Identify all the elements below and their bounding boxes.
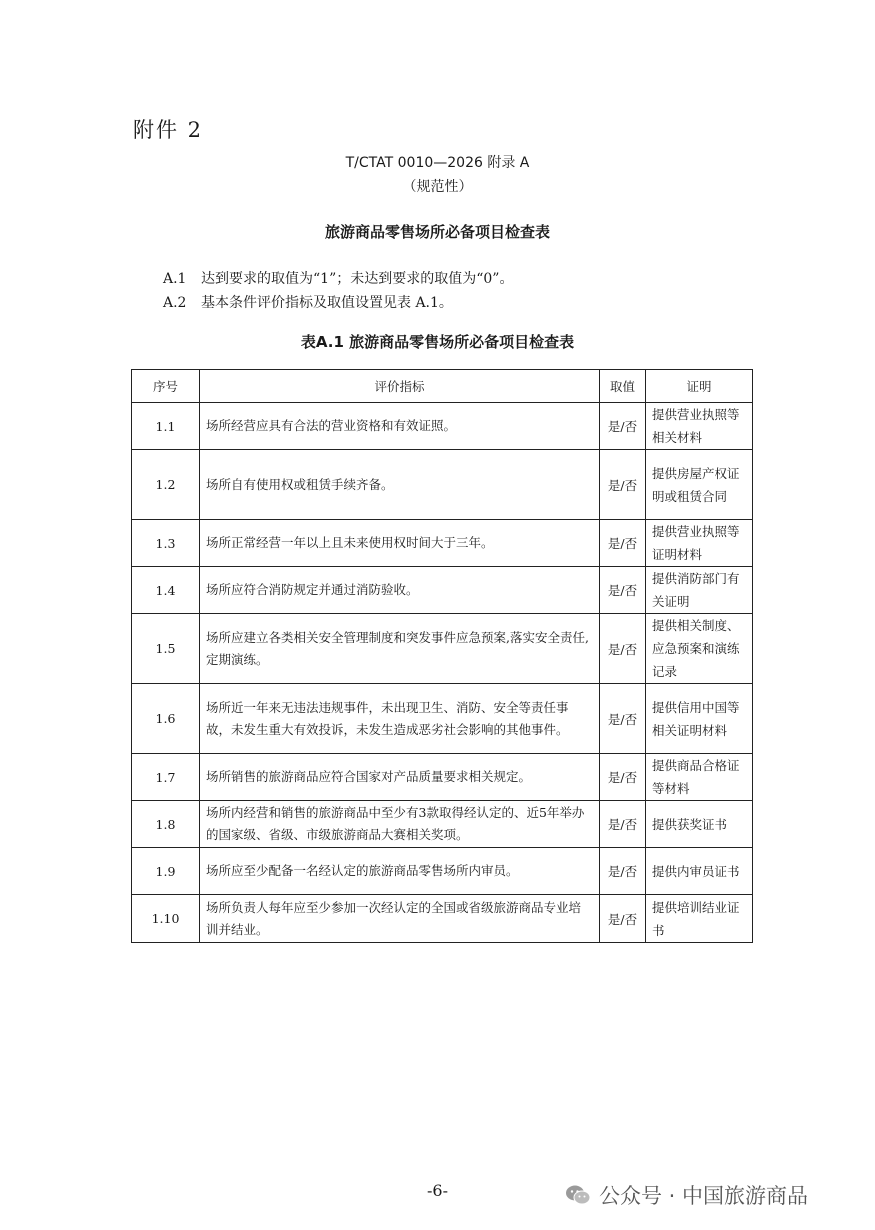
table-row: [132, 895, 753, 943]
row-indicator: 场所应建立各类相关安全管理制度和突发事件应急预案,落实安全责任,定期演练。: [200, 614, 600, 684]
row-indicator: 场所应至少配备一名经认定的旅游商品零售场所内审员。: [200, 848, 600, 895]
note-text: 基本条件评价指标及取值设置见表 A.1。: [201, 295, 453, 311]
note-number: A.2: [163, 295, 187, 311]
watermark: [565, 1180, 808, 1210]
checklist-title: 旅游商品零售场所必备项目检查表: [324, 223, 550, 241]
header-evidence: 证明: [646, 370, 753, 403]
note-text: 达到要求的取值为“1”；未达到要求的取值为“0”。: [201, 271, 514, 287]
row-value: 是/否: [600, 520, 646, 567]
row-value: 是/否: [600, 684, 646, 754]
header-value: 取值: [600, 370, 646, 403]
row-no: 1.9: [132, 848, 200, 895]
row-value: 是/否: [600, 567, 646, 614]
row-evidence: 提供商品合格证等材料: [646, 754, 753, 801]
table-row: [132, 450, 753, 520]
row-value: 是/否: [600, 614, 646, 684]
row-no: 1.2: [132, 450, 200, 520]
row-indicator: 场所自有使用权或租赁手续齐备。: [200, 450, 600, 520]
row-value: 是/否: [600, 754, 646, 801]
row-no: 1.5: [132, 614, 200, 684]
row-evidence: 提供信用中国等相关证明材料: [646, 684, 753, 754]
row-no: 1.4: [132, 567, 200, 614]
row-no: 1.10: [132, 895, 200, 943]
row-no: 1.8: [132, 801, 200, 848]
table-row: [132, 614, 753, 684]
wechat-icon: [565, 1184, 591, 1206]
row-evidence: 提供消防部门有关证明: [646, 567, 753, 614]
table-row: [132, 848, 753, 895]
row-no: 1.3: [132, 520, 200, 567]
row-evidence: 提供房屋产权证明或租赁合同: [646, 450, 753, 520]
table-row: [132, 520, 753, 567]
table-row: [132, 801, 753, 848]
row-value: 是/否: [600, 403, 646, 450]
table-header-row: [132, 370, 753, 403]
note-number: A.1: [163, 271, 187, 287]
row-evidence: 提供相关制度、应急预案和演练记录: [646, 614, 753, 684]
row-indicator: 场所销售的旅游商品应符合国家对产品质量要求相关规定。: [200, 754, 600, 801]
header-no: 序号: [132, 370, 200, 403]
note-a2: [163, 292, 453, 312]
attachment-label: 附件 2: [133, 118, 204, 142]
row-value: 是/否: [600, 895, 646, 943]
row-evidence: 提供内审员证书: [646, 848, 753, 895]
row-indicator: 场所负责人每年应至少参加一次经认定的全国或省级旅游商品专业培训并结业。: [200, 895, 600, 943]
table-row: [132, 684, 753, 754]
page-number: -6-: [427, 1181, 448, 1200]
row-indicator: 场所内经营和销售的旅游商品中至少有3款取得经认定的、近5年举办的国家级、省级、市级旅游商品大赛相关奖项。: [200, 801, 600, 848]
note-a1: [163, 268, 513, 288]
row-indicator: 场所近一年来无违法违规事件，未出现卫生、消防、安全等责任事故，未发生重大有效投诉，未发生造成恶劣社会影响的其他事件。: [200, 684, 600, 754]
checklist-table: [131, 369, 753, 943]
row-no: 1.7: [132, 754, 200, 801]
row-indicator: 场所经营应具有合法的营业资格和有效证照。: [200, 403, 600, 450]
row-evidence: 提供获奖证书: [646, 801, 753, 848]
row-evidence: 提供培训结业证书: [646, 895, 753, 943]
table-row: [132, 403, 753, 450]
row-indicator: 场所正常经营一年以上且未来使用权时间大于三年。: [200, 520, 600, 567]
row-no: 1.6: [132, 684, 200, 754]
row-value: 是/否: [600, 848, 646, 895]
standard-number: T/CTAT 0010—2026 附录 A: [345, 155, 530, 171]
table-row: [132, 567, 753, 614]
row-value: 是/否: [600, 450, 646, 520]
table-title: 表A.1 旅游商品零售场所必备项目检查表: [300, 333, 575, 351]
row-value: 是/否: [600, 801, 646, 848]
row-evidence: 提供营业执照等相关材料: [646, 403, 753, 450]
normative-label: （规范性）: [402, 179, 473, 195]
watermark-text: 公众号 · 中国旅游商品: [599, 1184, 809, 1208]
table-row: [132, 754, 753, 801]
header-indicator: 评价指标: [200, 370, 600, 403]
row-evidence: 提供营业执照等证明材料: [646, 520, 753, 567]
row-indicator: 场所应符合消防规定并通过消防验收。: [200, 567, 600, 614]
row-no: 1.1: [132, 403, 200, 450]
